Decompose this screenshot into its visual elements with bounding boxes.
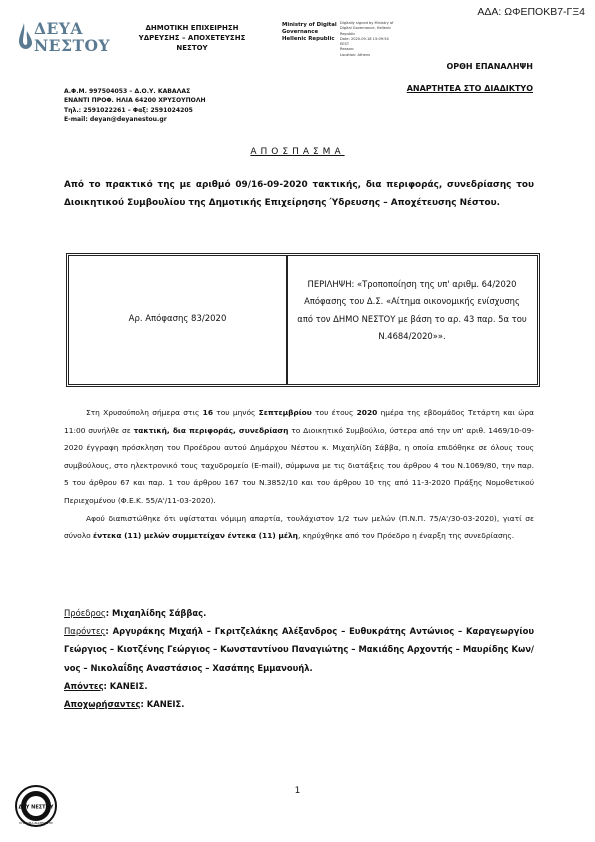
body-text [64,404,534,545]
deya-logo [18,20,123,62]
ministry-label: Ministry of Digital Governance Hellenic Republic [282,22,337,42]
water-drop-icon [18,22,34,50]
signature-line: Digitally signed by Ministry of [340,21,394,25]
signature-line: Digital Governance, Hellenic [340,26,392,31]
signature-line: Republic [340,31,356,36]
signature-line: Reason: [340,47,355,52]
seal-caption: ΣΥΣΤΗΜΑ ΔΙΑΧΕΙΡΙΣΗΣ [19,821,53,825]
digital-signature [340,21,393,58]
repeat-notice: ΟΡΘΗ ΕΠΑΝΑΛΗΨΗ [446,62,533,71]
logo-line-1: ΔΕΥΑ [34,19,83,38]
signature-line: EEST [340,42,350,47]
posting-notice: ΑΝΑΡΤΗΤΕΑ ΣΤΟ ΔΙΑΔΙΚΤΥΟ [406,84,533,93]
intro-paragraph: Από το πρακτικό της με αριθμό 09/16-09-2020 τακτικής, δια περιφοράς, συνεδρίασης του Διοικητικού Συμβουλίου της Δημοτικής Επιχείρησης Ύδρευσης – Αποχέτευσης Νέστου. [64,180,534,208]
decision-box [66,253,540,387]
ada-code: ΑΔΑ: ΩΦΕΠΟΚΒ7-ΓΞ4 [477,6,585,18]
body-paragraph-2: Αφού διαπιστώθηκε ότι υφίσταται νόμιμη απαρτία, τουλάχιστον 1/2 των μελών (Π.Ν.Π. 75/Α'/30-03-2020), γιατί σε σύνολο έντεκα (11) μελών συμμετείχαν έντεκα (11) μέλη, κηρύχθηκε από τον Πρόεδρο η έναρξη της συνεδρίασης. [64,513,534,541]
attendance-block [64,604,534,713]
decision-summary: ΠΕΡΙΛΗΨΗ: «Τροποποίηση της υπ' αριθμ. 64/2020 Απόφασης του Δ.Σ. «Αίτημα οικονομικής ενίσχυσης από τον ΔΗΜΟ ΝΕΣΤΟΥ με βάση το αρ. 43 παρ. 5α του Ν.4684/2020»». [297,279,527,341]
excerpt-title: ΑΠΟΣΠΑΣΜΑ [250,147,345,157]
signature-line: Location: Athens [340,52,370,57]
page-number: 1 [294,786,301,796]
logo-line-2: ΝΕΣΤΟΥ [34,36,111,55]
body-paragraph-1: Στη Χρυσούπολη σήμερα στις 16 του μηνός Σεπτεμβρίου του έτους 2020 ημέρα της εβδομάδος Τετάρτη και ώρα 11:00 συνήλθε σε τακτική, δια περιφοράς, συνεδρίαση το Διοικητικό Συμβούλιο, ύστερα από την υπ' αριθ. 1469/10-09-2020 έγγραφη πρόσκληση του Προέδρου αυτού Δημάρχου Νέστου κ. Μιχαηλίδη Σάββα, η οποία επιδόθηκε σε όλους τους συμβούλους, στο ηλεκτρονικό τους ταχυδρομείο (E-mail), σύμφωνα με τις διατάξεις του άρθρου 4 του Ν.1069/80, την παρ. 5 του άρθρου 67 και παρ. 1 του άρθρου 167 του Ν.3852/10 και του άρθρου 10 της από 11-3-2020 Πράξης Νομοθετικού Περιεχομένου (Φ.Ε.Κ. 55/Α'/11-03-2020). [64,408,534,505]
seal-brand: ΔΕΥ ΝΕΣΤΟΥ [18,804,54,811]
present-line: Παρόντες: Αργυράκης Μιχαήλ – Γκριτζελάκης Αλέξανδρος – Ευθυκράτης Αντώνιος – Καραγεωργίου Γεώργιος – Κιοτζένης Γεώργιος – Κωνσταντίνου Παναγιώτης – Μακιάδης Αρχοντής – Μαυρίδης Κων/νος – Νικολαΐδης Αναστάσιος – Χασάπης Εμμανουήλ. [64,626,534,673]
address-block: Α.Φ.Μ. 997504053 – Δ.Ο.Υ. ΚΑΒΑΛΑΣ ΕΝΑΝΤΙ ΠΡΟΦ. ΗΛΙΑ 64200 ΧΡΥΣΟΥΠΟΛΗ Τηλ.: 2591022261 – Φαξ: 2591024205 E-mail: deyan@deyanestou.gr [64,88,206,124]
absent-line: Απόντες: ΚΑΝΕΙΣ. [64,680,148,691]
signature-line: Date: 2020.09.18 15:09:54 [340,36,389,41]
certification-seal-icon [14,784,58,828]
chair-line: Πρόεδρος: Μιχαηλίδης Σάββας. [64,608,207,618]
withdrew-line: Αποχωρήσαντες: ΚΑΝΕΙΣ. [64,699,185,710]
organization-name: ΔΗΜΟΤΙΚΗ ΕΠΙΧΕΙΡΗΣΗ ΥΔΡΕΥΣΗΣ – ΑΠΟΧΕΤΕΥΣΗΣ ΝΕΣΤΟΥ [138,24,246,52]
decision-number: Αρ. Απόφασης 83/2020 [128,314,227,324]
box-divider [286,256,288,384]
